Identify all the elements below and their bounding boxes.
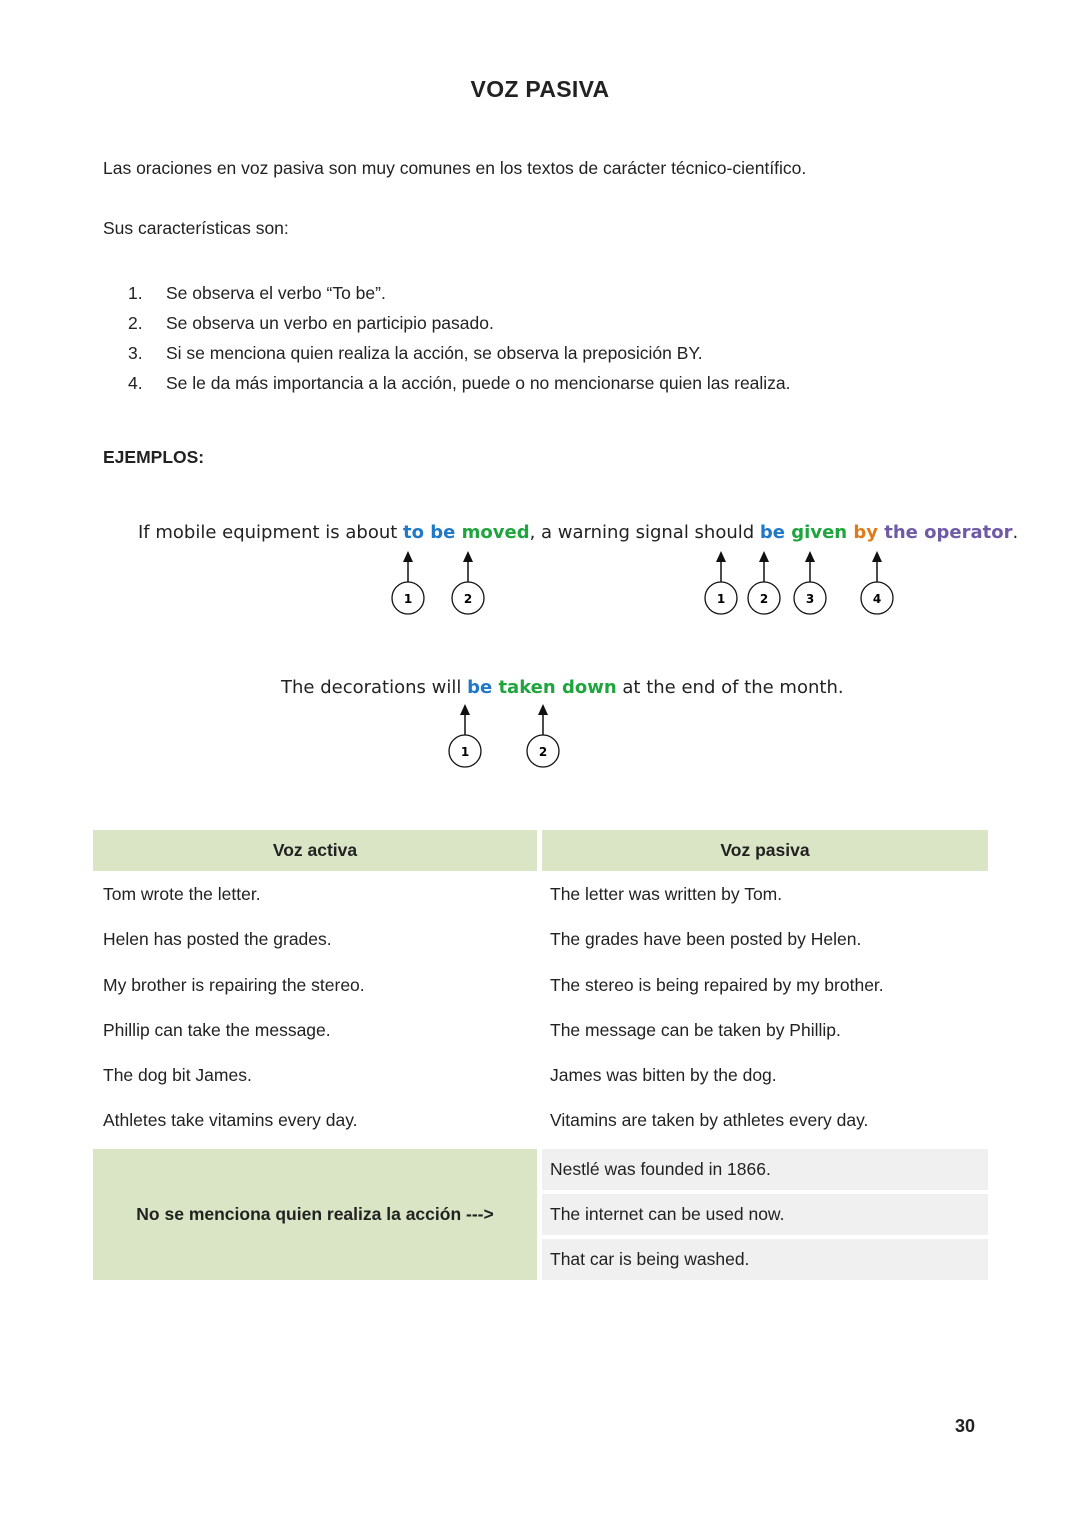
no-agent-row: That car is being washed. bbox=[542, 1239, 988, 1280]
sentence-text: The decorations will bbox=[281, 677, 468, 698]
header-voz-pasiva: Voz pasiva bbox=[542, 830, 988, 871]
passive-cell: The grades have been posted by Helen. bbox=[550, 929, 862, 949]
list-number: 3. bbox=[128, 342, 143, 363]
highlight-participle: taken down bbox=[492, 677, 617, 698]
highlight-agent: the operator bbox=[877, 522, 1013, 543]
list-text: Se observa un verbo en participio pasado. bbox=[166, 312, 494, 333]
marker-number: 4 bbox=[872, 592, 882, 606]
examples-label: EJEMPLOS: bbox=[103, 447, 205, 467]
active-cell: Phillip can take the message. bbox=[103, 1020, 331, 1040]
list-text: Si se menciona quien realiza la acción, se observa la preposición BY. bbox=[166, 342, 703, 363]
passive-cell: Vitamins are taken by athletes every day. bbox=[550, 1110, 869, 1130]
marker-number: 1 bbox=[460, 745, 470, 759]
highlight-participle: moved bbox=[455, 522, 530, 543]
arrow-marker-1 bbox=[392, 551, 424, 614]
list-number: 1. bbox=[128, 282, 143, 303]
highlight-be: be bbox=[467, 677, 493, 698]
arrow-marker-1 bbox=[705, 551, 737, 614]
page-number: 30 bbox=[955, 1416, 976, 1436]
characteristics-label: Sus características son: bbox=[103, 218, 289, 238]
no-agent-text: No se menciona quien realiza la acción ---> bbox=[136, 1204, 494, 1224]
sentence-text: , a warning signal should bbox=[529, 522, 760, 543]
header-voz-activa: Voz activa bbox=[93, 830, 537, 871]
no-agent-label bbox=[93, 1149, 537, 1280]
arrow-marker-2 bbox=[748, 551, 780, 614]
arrow-marker-1 bbox=[449, 704, 481, 767]
active-cell: Helen has posted the grades. bbox=[103, 929, 332, 949]
arrow-marker-2 bbox=[527, 704, 559, 767]
sentence-text: If mobile equipment is about bbox=[138, 522, 404, 543]
marker-number: 2 bbox=[538, 745, 548, 759]
no-agent-row: Nestlé was founded in 1866. bbox=[542, 1149, 988, 1190]
list-number: 2. bbox=[128, 312, 143, 333]
list-number: 4. bbox=[128, 372, 143, 393]
marker-number: 3 bbox=[805, 592, 815, 606]
marker-number: 2 bbox=[759, 592, 769, 606]
page-title: VOZ PASIVA bbox=[470, 76, 610, 102]
marker-number: 1 bbox=[403, 592, 413, 606]
list-text: Se observa el verbo “To be”. bbox=[166, 282, 386, 303]
active-cell: Tom wrote the letter. bbox=[103, 884, 261, 904]
active-cell: My brother is repairing the stereo. bbox=[103, 975, 365, 995]
intro-paragraph: Las oraciones en voz pasiva son muy comunes en los textos de carácter técnico-científico. bbox=[103, 158, 807, 178]
marker-number: 2 bbox=[463, 592, 473, 606]
passive-cell: James was bitten by the dog. bbox=[550, 1065, 777, 1085]
highlight-to: to bbox=[403, 522, 425, 543]
sentence-text: . bbox=[1012, 522, 1019, 543]
highlight-by: by bbox=[847, 522, 878, 543]
highlight-participle: given bbox=[785, 522, 848, 543]
active-cell: The dog bit James. bbox=[103, 1065, 252, 1085]
passive-cell: The letter was written by Tom. bbox=[550, 884, 783, 904]
no-agent-row: The internet can be used now. bbox=[542, 1194, 988, 1235]
passive-cell: The message can be taken by Phillip. bbox=[550, 1020, 841, 1040]
arrow-marker-3 bbox=[794, 551, 826, 614]
passive-cell: The stereo is being repaired by my brother. bbox=[550, 975, 884, 995]
sentence-text: at the end of the month. bbox=[616, 677, 844, 698]
highlight-be: be bbox=[424, 522, 456, 543]
highlight-be: be bbox=[759, 522, 786, 543]
active-cell: Athletes take vitamins every day. bbox=[103, 1110, 358, 1130]
arrow-marker-4 bbox=[861, 551, 893, 614]
list-text: Se le da más importancia a la acción, puede o no mencionarse quien las realiza. bbox=[166, 372, 791, 393]
arrow-marker-2 bbox=[452, 551, 484, 614]
marker-number: 1 bbox=[716, 592, 726, 606]
